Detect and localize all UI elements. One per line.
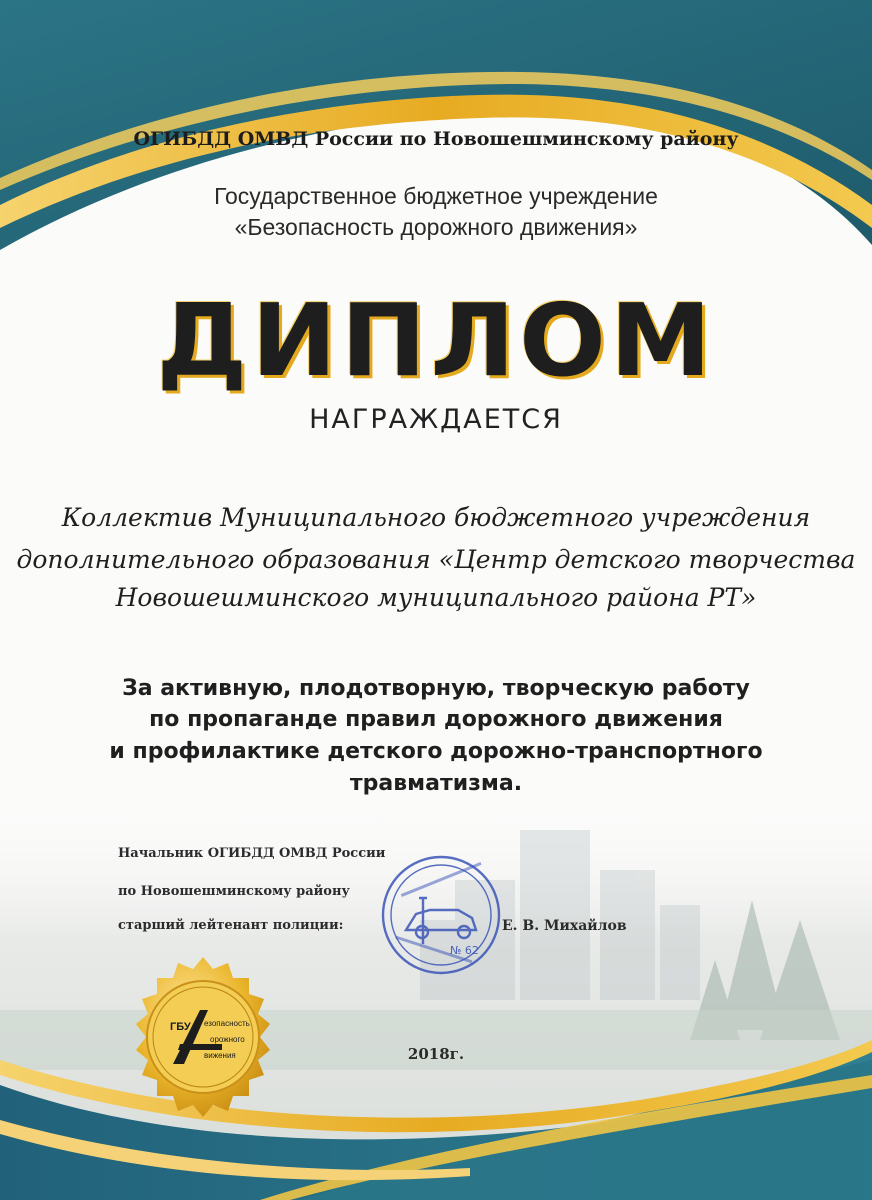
signatory-name: Е. В. Михайлов xyxy=(502,918,627,934)
merit-line-4: травматизма. xyxy=(349,771,523,796)
signatory-position-line-2: по Новошешминскому району xyxy=(118,884,350,899)
institution-line-2: «Безопасность дорожного движения» xyxy=(234,214,638,240)
gold-seal-logo-icon xyxy=(118,952,288,1122)
seal-word-2: орожного xyxy=(210,1035,245,1044)
recipient-line-2: дополнительного образования «Центр детского творчества xyxy=(16,545,856,574)
merit-line-2: по пропаганде правил дорожного движения xyxy=(149,707,723,732)
merit-line-3: и профилактике детского дорожно-транспортного xyxy=(109,739,763,764)
award-year: 2018г. xyxy=(407,1045,465,1063)
stamp-number: № 62 xyxy=(450,944,479,957)
seal-org-text: ГБУ xyxy=(170,1021,191,1033)
signatory-position-line-1: Начальник ОГИБДД ОМВД России xyxy=(118,846,386,861)
stamp-icon xyxy=(378,852,504,978)
signatory-position-line-3: старший лейтенант полиции: xyxy=(118,918,344,933)
institution-line-1: Государственное бюджетное учреждение xyxy=(214,183,658,209)
seal-word-1: езопасность xyxy=(204,1019,250,1028)
diploma-title: ДИПЛОМ xyxy=(156,282,716,399)
awarded-label: НАГРАЖДАЕТСЯ xyxy=(309,404,563,435)
organization-name: ОГИБДД ОМВД России по Новошешминскому району xyxy=(133,128,739,150)
seal-word-3: вижения xyxy=(204,1051,236,1060)
merit-line-1: За активную, плодотворную, творческую работу xyxy=(122,676,750,701)
recipient-line-3: Новошешминского муниципального района РТ» xyxy=(115,583,757,612)
recipient-line-1: Коллектив Муниципального бюджетного учреждения xyxy=(61,503,811,532)
